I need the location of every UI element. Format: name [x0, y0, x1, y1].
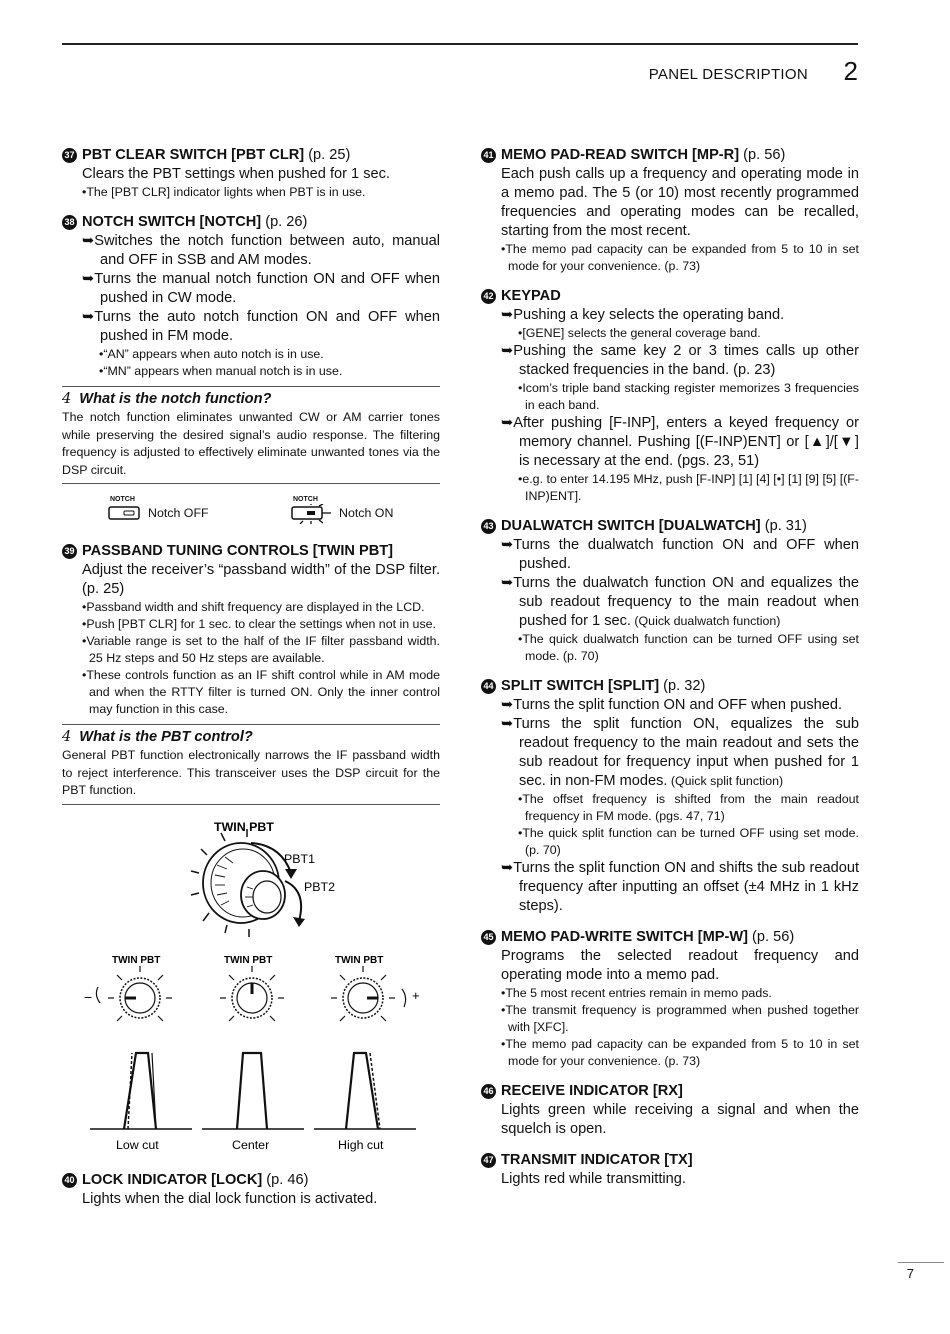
section-37	[62, 146, 440, 201]
page-ref: (p. 56)	[747, 929, 795, 945]
section-37-text: Clears the PBT settings when pushed for 1 sec.	[82, 166, 390, 182]
knob-label: TWIN PBT	[112, 954, 161, 966]
arrow-item: ➥Turns the dualwatch function ON and OFF when pushed.	[501, 537, 859, 572]
low-cut-label: Low cut	[116, 1137, 159, 1152]
note-title-row	[62, 727, 440, 747]
section-46-text: Lights green while receiving a signal and when the squelch is open.	[501, 1102, 859, 1137]
item-number-badge: 46	[481, 1084, 496, 1099]
note-title-row	[62, 389, 440, 409]
page-number: 7	[906, 1266, 914, 1281]
section-46	[481, 1082, 859, 1139]
section-43	[481, 517, 859, 665]
section-41-heading	[481, 146, 859, 165]
notch-button-off-icon	[108, 506, 140, 520]
item-number-badge: 42	[481, 289, 496, 304]
item-number-badge: 40	[62, 1173, 77, 1188]
arrow-item: ➥Pushing a key selects the operating band.	[501, 307, 785, 323]
section-47-text: Lights red while transmitting.	[501, 1171, 686, 1187]
note-symbol: 4	[62, 728, 72, 745]
bullet: •The [PBT CLR] indicator lights when PBT is in use.	[82, 185, 366, 199]
section-40-heading	[62, 1171, 440, 1190]
section-41	[481, 146, 859, 275]
function-name: (Quick dualwatch function)	[630, 614, 781, 628]
center-label: Center	[232, 1137, 270, 1152]
arrow-item: ➥After pushing [F-INP], enters a keyed frequency or memory channel. Pushing [(F-INP)ENT] or [▲]/[▼] is necessary at the end. (pgs. 23, 51)	[501, 415, 859, 469]
rotate-ccw-arrow-icon	[96, 987, 100, 1003]
item-number-badge: 47	[481, 1153, 496, 1168]
section-44-title: SPLIT SWITCH [SPLIT]	[501, 678, 660, 694]
section-40-text: Lights when the dial lock function is activated.	[82, 1190, 378, 1207]
section-37-title: PBT CLEAR SWITCH [PBT CLR]	[82, 147, 305, 163]
notch-label: NOTCH	[110, 496, 135, 503]
section-44	[481, 677, 859, 916]
bullet: •The quick split function can be turned OFF using set mode. (p. 70)	[518, 826, 859, 857]
section-38	[62, 213, 440, 380]
plus-sign: +	[412, 987, 420, 1003]
bullet: •Variable range is set to the half of the IF filter passband width. 25 Hz steps and 50 Hz steps are available.	[82, 634, 440, 665]
high-cut-label: High cut	[338, 1137, 384, 1152]
bullet: •Passband width and shift frequency are displayed in the LCD.	[82, 600, 425, 614]
left-column	[62, 146, 440, 1221]
section-47-heading	[481, 1151, 859, 1170]
section-title: PANEL DESCRIPTION	[648, 66, 808, 83]
note-symbol: 4	[62, 390, 72, 407]
section-37-heading	[62, 146, 440, 165]
chapter-number: 2	[843, 56, 858, 86]
notch-on-label: Notch ON	[339, 506, 394, 520]
rotate-cw-arrow-icon	[402, 989, 406, 1007]
function-name: (Quick split function)	[667, 774, 784, 788]
note-title: What is the notch function?	[79, 391, 272, 407]
bullet: •The transmit frequency is programmed when pushed together with [XFC].	[501, 1003, 859, 1034]
arrow-item: ➥Turns the manual notch function ON and OFF when pushed in CW mode.	[82, 271, 440, 306]
section-47-title: TRANSMIT INDICATOR [TX]	[501, 1152, 693, 1168]
section-40-title: LOCK INDICATOR [LOCK]	[82, 1171, 263, 1188]
bullet: •Icom’s triple band stacking register memorizes 3 frequencies in each band.	[518, 381, 859, 412]
knob-center-icon	[220, 966, 284, 1021]
section-45	[481, 928, 859, 1070]
note-title: What is the PBT control?	[79, 729, 253, 745]
passband-high-cut-graph	[314, 1053, 416, 1129]
page-ref: (p. 26)	[261, 214, 308, 230]
arrow-item: ➥Switches the notch function between auto, manual and OFF in SSB and AM modes.	[82, 233, 440, 268]
passband-center-graph	[202, 1053, 304, 1129]
passband-low-cut-graph	[90, 1053, 192, 1129]
section-42	[481, 287, 859, 505]
page-ref: (p. 46)	[262, 1171, 309, 1188]
bullet: •e.g. to enter 14.195 MHz, push [F-INP] [1] [4] [•] [1] [9] [5] [(F-INP)ENT].	[518, 472, 859, 503]
knob-low-cut-icon	[108, 966, 172, 1021]
arrow-item-text: ➥Turns the split function ON, equalizes the sub readout frequency to the main readout and sets the sub readout for frequency input when pushed for 1 sec. in non-FM modes.	[501, 716, 859, 789]
bullet: •The offset frequency is shifted from the main readout frequency in FM mode. (pgs. 47, 71)	[518, 792, 859, 823]
bullet: •“MN” appears when manual notch is in use.	[99, 364, 343, 378]
twin-pbt-diagram	[62, 813, 440, 1163]
page-ref: (p. 31)	[760, 518, 807, 534]
twin-pbt-figure	[62, 813, 440, 1163]
section-38-heading	[62, 213, 440, 232]
notch-off-label: Notch OFF	[148, 506, 209, 520]
bullet: •These controls function as an IF shift control while in AM mode and when the RTTY filter is turned ON. Only the inner control may function in this case.	[82, 668, 440, 716]
knob-label: TWIN PBT	[335, 954, 384, 966]
pbt1-label: PBT1	[284, 851, 315, 866]
right-column	[481, 146, 859, 1201]
arrow-item: ➥Turns the split function ON and OFF when pushed.	[501, 697, 843, 713]
notch-label: NOTCH	[293, 496, 318, 503]
section-39-title: PASSBAND TUNING CONTROLS [TWIN PBT]	[82, 543, 394, 559]
item-number-badge: 44	[481, 679, 496, 694]
bullet: •“AN” appears when auto notch is in use.	[99, 347, 324, 361]
item-number-badge: 41	[481, 148, 496, 163]
twin-pbt-title: TWIN PBT	[214, 819, 274, 834]
section-41-title: MEMO PAD-READ SWITCH [MP-R]	[501, 147, 740, 163]
bullet: •Push [PBT CLR] for 1 sec. to clear the settings when not in use.	[82, 617, 436, 631]
arrow-item	[481, 574, 859, 631]
section-39-heading	[62, 542, 440, 561]
section-42-heading	[481, 287, 859, 306]
page-ref: (p. 25)	[304, 147, 351, 163]
item-number-badge: 38	[62, 215, 77, 230]
pbt2-label: PBT2	[304, 879, 335, 894]
section-45-title: MEMO PAD-WRITE SWITCH [MP-W]	[501, 929, 748, 945]
note-pbt-control	[62, 724, 440, 805]
section-40	[62, 1171, 440, 1209]
arrow-item: ➥Turns the split function ON and shifts the sub readout frequency after inputting an offset (±4 MHz in 1 kHz steps).	[501, 860, 859, 914]
section-45-heading	[481, 928, 859, 947]
bullet: •The quick dualwatch function can be turned OFF using set mode. (p. 70)	[518, 632, 859, 663]
arrow-item-text: ➥Turns the dualwatch function ON and equalizes the sub readout frequency to the main readout when pushed for 1 sec.	[501, 575, 859, 629]
note-body: The notch function eliminates unwanted CW or AM carrier tones while preserving the desired signal’s audio response. The filtering frequency is adjusted to effectively eliminate unwanted tones via the DSP circuit.	[62, 410, 440, 477]
minus-sign: −	[84, 988, 93, 1005]
top-rule	[62, 43, 858, 45]
knob-high-cut-icon	[331, 966, 395, 1021]
bullet: •The 5 most recent entries remain in memo pads.	[501, 986, 772, 1000]
twin-pbt-knob-icon	[191, 829, 305, 937]
page-ref: (p. 56)	[739, 147, 786, 163]
arrow-item	[481, 715, 859, 791]
note-notch-function	[62, 386, 440, 484]
section-46-heading	[481, 1082, 859, 1101]
section-38-title: NOTCH SWITCH [NOTCH]	[82, 214, 262, 230]
page-number-rule	[898, 1262, 944, 1263]
bullet: •The memo pad capacity can be expanded from 5 to 10 in set mode for your convenience. (p. 73)	[501, 1037, 859, 1068]
section-39-text: Adjust the receiver’s “passband width” of the DSP filter. (p. 25)	[82, 562, 440, 597]
item-number-badge: 37	[62, 148, 77, 163]
section-44-heading	[481, 677, 859, 696]
section-41-text: Each push calls up a frequency and operating mode in a memo pad. The 5 (or 10) most recently programmed frequencies and operating modes can be recalled, starting from the most recent.	[501, 166, 859, 239]
section-45-text: Programs the selected readout frequency and operating mode into a memo pad.	[501, 948, 859, 983]
arrow-item: ➥Pushing the same key 2 or 3 times calls up other stacked frequencies in the band. (p. 23)	[501, 343, 859, 378]
bullet: •The memo pad capacity can be expanded from 5 to 10 in set mode for your convenience. (p. 73)	[501, 242, 859, 273]
item-number-badge: 45	[481, 930, 496, 945]
arrow-item: ➥Turns the auto notch function ON and OFF when pushed in FM mode.	[82, 309, 440, 344]
note-body: General PBT function electronically narrows the IF passband width to reject interference. This transceiver uses the DSP circuit for the PBT function.	[62, 748, 440, 797]
section-46-title: RECEIVE INDICATOR [RX]	[501, 1083, 683, 1099]
notch-button-on-icon	[291, 504, 335, 524]
section-43-title: DUALWATCH SWITCH [DUALWATCH]	[501, 518, 761, 534]
item-number-badge: 39	[62, 544, 77, 559]
section-39	[62, 542, 440, 718]
item-number-badge: 43	[481, 519, 496, 534]
section-42-title: KEYPAD	[501, 288, 561, 304]
page-ref: (p. 32)	[659, 678, 706, 694]
notch-illustration	[62, 490, 440, 528]
bullet: •[GENE] selects the general coverage band.	[518, 326, 761, 340]
section-47	[481, 1151, 859, 1189]
knob-label: TWIN PBT	[224, 954, 273, 966]
section-43-heading	[481, 517, 859, 536]
